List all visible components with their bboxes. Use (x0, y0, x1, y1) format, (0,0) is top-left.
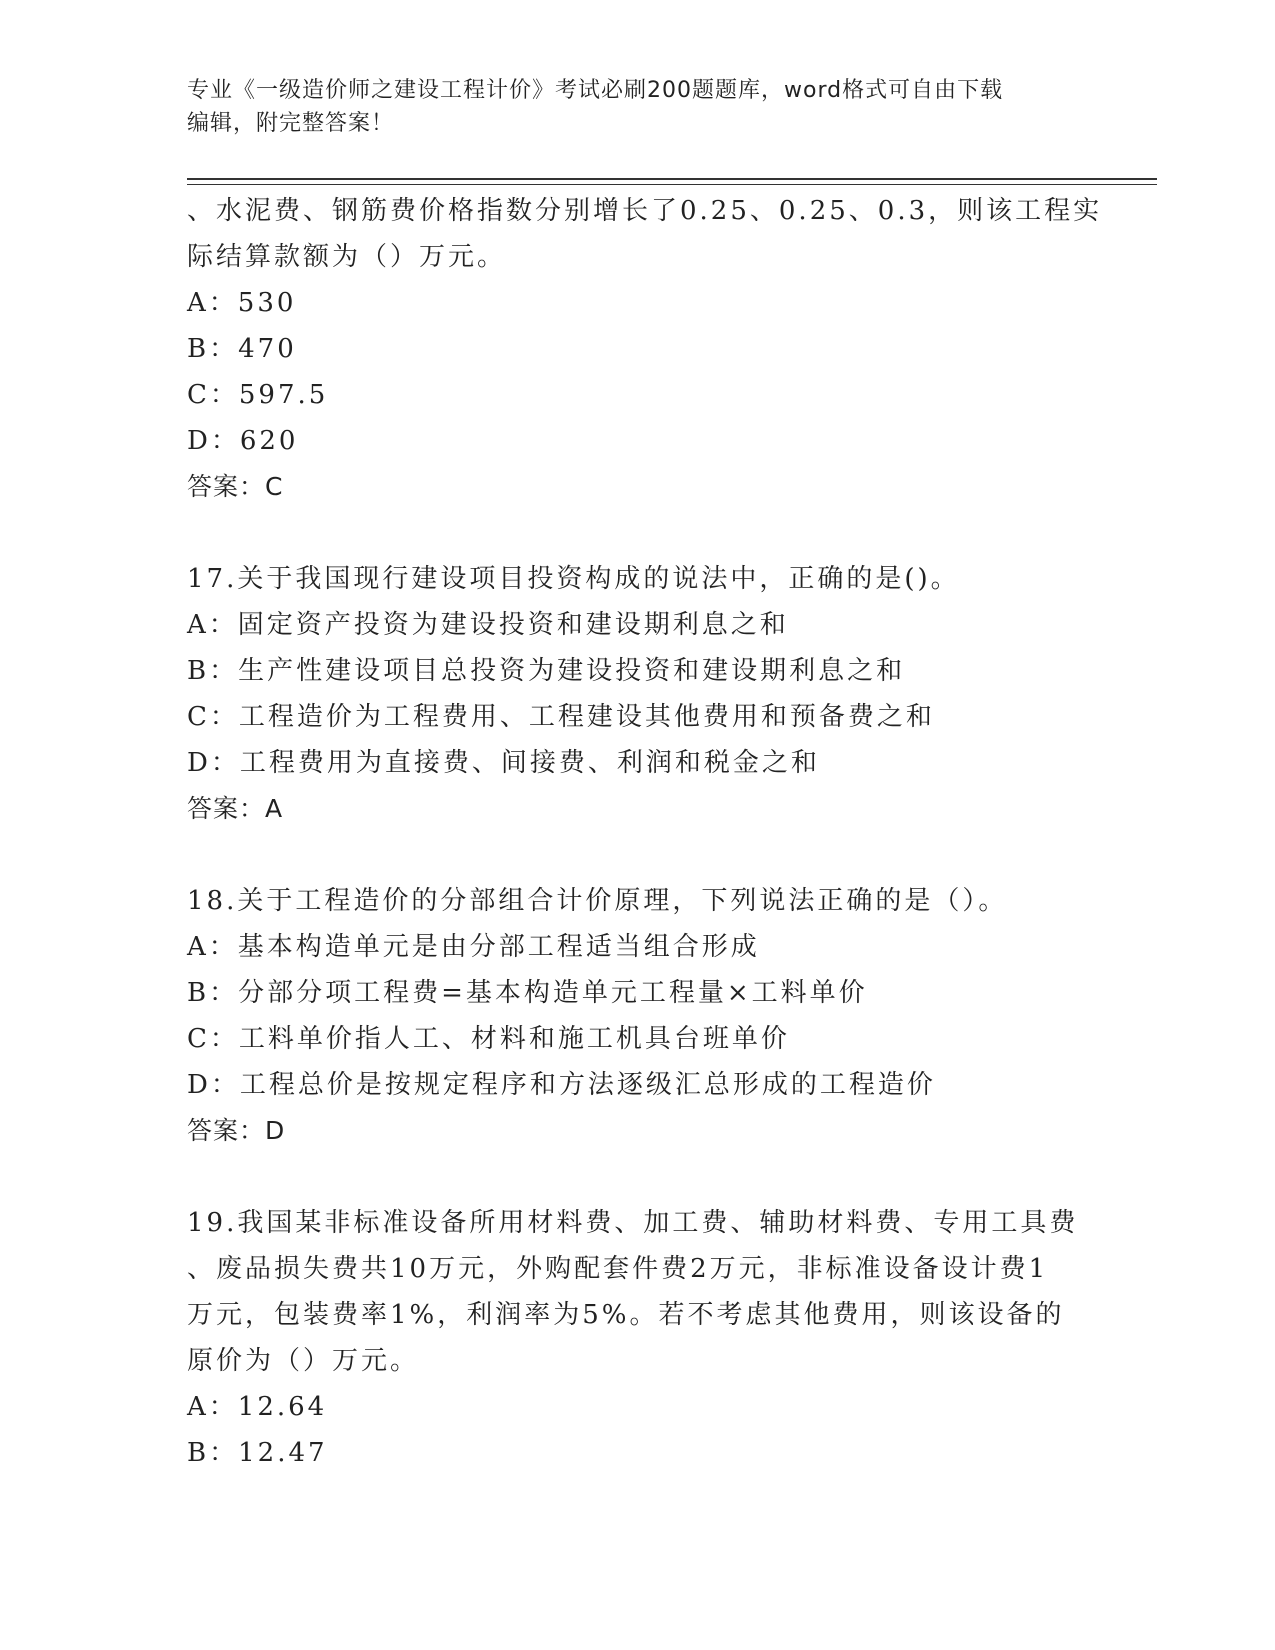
answer-line: 答案：C (187, 472, 284, 501)
question-17 (187, 556, 1087, 832)
option-d: D：工程费用为直接费、间接费、利润和税金之和 (187, 748, 820, 778)
document-header (187, 74, 1087, 140)
question-19 (187, 1200, 1087, 1476)
option-b: B：12.47 (187, 1438, 328, 1468)
option-a: A：530 (187, 288, 297, 318)
option-b: B：生产性建设项目总投资为建设投资和建设期利息之和 (187, 656, 906, 686)
header-line-2: 编辑，附完整答案！ (187, 111, 395, 136)
option-c: C：597.5 (187, 380, 329, 410)
answer-line: 答案：D (187, 1116, 286, 1145)
question-text-line: 际结算款额为（）万元。 (187, 242, 507, 272)
question-text-line: 17.关于我国现行建设项目投资构成的说法中，正确的是()。 (187, 564, 960, 594)
question-18 (187, 878, 1087, 1154)
option-c: C：工料单价指人工、材料和施工机具台班单价 (187, 1024, 790, 1054)
option-b: B：分部分项工程费=基本构造单元工程量×工料单价 (187, 978, 868, 1008)
question-text-line: 万元，包装费率1%，利润率为5%。若不考虑其他费用，则该设备的 (187, 1300, 1065, 1330)
header-divider-thin (187, 184, 1157, 185)
question-text-line: 原价为（）万元。 (187, 1346, 420, 1376)
question-16 (187, 188, 1103, 510)
header-divider-thick (187, 178, 1157, 180)
spacer (187, 510, 1087, 556)
header-line-1: 专业《一级造价师之建设工程计价》考试必刷200题题库，word格式可自由下载 (187, 78, 1004, 103)
document-body (187, 188, 1103, 1476)
option-a: A：12.64 (187, 1392, 328, 1422)
question-text-line: 19.我国某非标准设备所用材料费、加工费、辅助材料费、专用工具费 (187, 1208, 1079, 1238)
option-a: A：基本构造单元是由分部工程适当组合形成 (187, 932, 760, 962)
option-c: C：工程造价为工程费用、工程建设其他费用和预备费之和 (187, 702, 935, 732)
option-a: A：固定资产投资为建设投资和建设期利息之和 (187, 610, 789, 640)
option-d: D：工程总价是按规定程序和方法逐级汇总形成的工程造价 (187, 1070, 936, 1100)
spacer (187, 1154, 1087, 1200)
question-text-line: 、水泥费、钢筋费价格指数分别增长了0.25、0.25、0.3，则该工程实 (187, 196, 1103, 226)
question-text-line: 、废品损失费共10万元，外购配套件费2万元，非标准设备设计费1 (187, 1254, 1049, 1284)
answer-line: 答案：A (187, 794, 284, 823)
question-text-line: 18.关于工程造价的分部组合计价原理，下列说法正确的是（）。 (187, 886, 1008, 916)
option-b: B：470 (187, 334, 297, 364)
spacer (187, 832, 1087, 878)
option-d: D：620 (187, 426, 299, 456)
